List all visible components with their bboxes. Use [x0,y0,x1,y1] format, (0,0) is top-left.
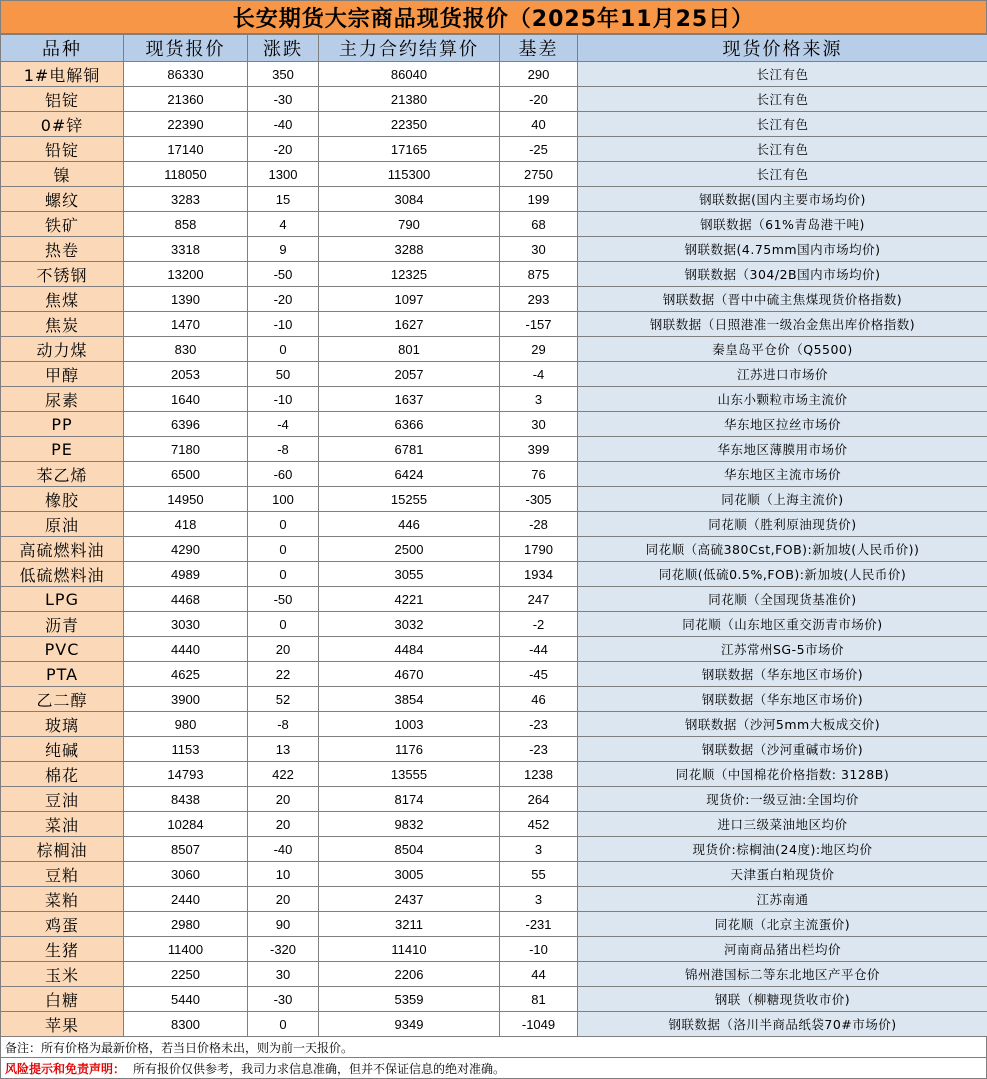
cell-source: 现货价:一级豆油:全国均价 [578,787,987,812]
cell-change: 10 [248,862,319,887]
table-row [1,587,987,612]
cell-source: 钢联数据(国内主要市场均价) [578,187,987,212]
cell-settlement: 2500 [319,537,500,562]
cell-spot-price: 7180 [124,437,248,462]
cell-variety: 豆粕 [1,862,124,887]
cell-change: 100 [248,487,319,512]
cell-variety: PVC [1,637,124,662]
cell-change: -40 [248,837,319,862]
table-row [1,787,987,812]
cell-source: 山东小颗粒市场主流价 [578,387,987,412]
cell-change: 0 [248,512,319,537]
cell-change: 20 [248,887,319,912]
cell-variety: 乙二醇 [1,687,124,712]
cell-source: 钢联数据（61%青岛港干吨) [578,212,987,237]
cell-change: 9 [248,237,319,262]
cell-basis: -28 [500,512,578,537]
cell-variety: 焦炭 [1,312,124,337]
cell-basis: 452 [500,812,578,837]
table-row [1,912,987,937]
cell-variety: 热卷 [1,237,124,262]
cell-variety: 纯碱 [1,737,124,762]
cell-basis: -20 [500,87,578,112]
cell-change: 422 [248,762,319,787]
cell-source: 长江有色 [578,87,987,112]
table-row [1,237,987,262]
cell-change: 20 [248,812,319,837]
table-row [1,862,987,887]
cell-basis: 3 [500,887,578,912]
cell-variety: 尿素 [1,387,124,412]
cell-spot-price: 6500 [124,462,248,487]
table-row [1,362,987,387]
table-row [1,262,987,287]
cell-spot-price: 8300 [124,1012,248,1037]
table-row [1,512,987,537]
cell-basis: -231 [500,912,578,937]
cell-spot-price: 418 [124,512,248,537]
cell-change: 50 [248,362,319,387]
cell-source: 长江有色 [578,137,987,162]
cell-change: 52 [248,687,319,712]
cell-spot-price: 22390 [124,112,248,137]
cell-variety: 玉米 [1,962,124,987]
cell-change: 1300 [248,162,319,187]
cell-change: -8 [248,437,319,462]
cell-settlement: 3055 [319,562,500,587]
cell-variety: PE [1,437,124,462]
cell-source: 江苏南通 [578,887,987,912]
cell-variety: 棕榈油 [1,837,124,862]
cell-change: 90 [248,912,319,937]
table-row [1,662,987,687]
table-row [1,812,987,837]
cell-change: 20 [248,787,319,812]
cell-basis: 875 [500,262,578,287]
cell-change: 13 [248,737,319,762]
cell-settlement: 446 [319,512,500,537]
cell-variety: 沥青 [1,612,124,637]
cell-settlement: 2206 [319,962,500,987]
cell-source: 锦州港国标二等东北地区产平仓价 [578,962,987,987]
cell-spot-price: 3030 [124,612,248,637]
cell-source: 江苏进口市场价 [578,362,987,387]
cell-basis: 1238 [500,762,578,787]
cell-variety: 生猪 [1,937,124,962]
cell-source: 秦皇岛平仓价（Q5500) [578,337,987,362]
cell-source: 天津蛋白粕现货价 [578,862,987,887]
cell-change: -60 [248,462,319,487]
cell-source: 长江有色 [578,112,987,137]
cell-settlement: 801 [319,337,500,362]
risk-text: 所有报价仅供参考，我司力求信息准确，但并不保证信息的绝对准确。 [133,1060,505,1077]
cell-spot-price: 5440 [124,987,248,1012]
table-row [1,887,987,912]
table-row [1,562,987,587]
cell-variety: 甲醇 [1,362,124,387]
cell-basis: 29 [500,337,578,362]
cell-change: -30 [248,987,319,1012]
footer-note-text: 备注：所有价格为最新价格，若当日价格未出，则为前一天报价。 [5,1039,353,1056]
table-body [1,62,987,1037]
cell-basis: 68 [500,212,578,237]
cell-spot-price: 14950 [124,487,248,512]
cell-variety: 玻璃 [1,712,124,737]
cell-settlement: 13555 [319,762,500,787]
cell-variety: 0#锌 [1,112,124,137]
table-row [1,737,987,762]
cell-settlement: 1003 [319,712,500,737]
cell-source: 钢联数据（华东地区市场价) [578,687,987,712]
cell-change: -4 [248,412,319,437]
cell-settlement: 3032 [319,612,500,637]
cell-settlement: 4221 [319,587,500,612]
cell-basis: -44 [500,637,578,662]
table-row [1,187,987,212]
cell-source: 河南商品猪出栏均价 [578,937,987,962]
table-row [1,987,987,1012]
cell-spot-price: 1390 [124,287,248,312]
cell-settlement: 8174 [319,787,500,812]
cell-change: 30 [248,962,319,987]
table-row [1,637,987,662]
cell-spot-price: 2980 [124,912,248,937]
cell-spot-price: 2250 [124,962,248,987]
cell-settlement: 5359 [319,987,500,1012]
table-row [1,387,987,412]
cell-settlement: 115300 [319,162,500,187]
cell-variety: 鸡蛋 [1,912,124,937]
cell-basis: -23 [500,737,578,762]
cell-source: 华东地区薄膜用市场价 [578,437,987,462]
cell-basis: 1934 [500,562,578,587]
cell-spot-price: 1470 [124,312,248,337]
cell-variety: 焦煤 [1,287,124,312]
cell-source: 华东地区主流市场价 [578,462,987,487]
cell-spot-price: 2440 [124,887,248,912]
cell-basis: 76 [500,462,578,487]
sheet-title: 长安期货大宗商品现货报价（2025年11月25日） [0,0,987,34]
quote-table [0,34,987,1037]
cell-settlement: 1097 [319,287,500,312]
table-row [1,1012,987,1037]
cell-basis: 3 [500,837,578,862]
column-header-source: 现货价格来源 [578,35,987,62]
table-row [1,837,987,862]
cell-settlement: 86040 [319,62,500,87]
cell-source: 长江有色 [578,62,987,87]
cell-settlement: 3211 [319,912,500,937]
cell-spot-price: 980 [124,712,248,737]
cell-change: -10 [248,312,319,337]
cell-change: 0 [248,1012,319,1037]
cell-settlement: 9349 [319,1012,500,1037]
table-header-row [1,35,987,62]
cell-basis: -157 [500,312,578,337]
table-row [1,137,987,162]
cell-basis: -1049 [500,1012,578,1037]
cell-settlement: 790 [319,212,500,237]
cell-variety: 铅锭 [1,137,124,162]
cell-settlement: 8504 [319,837,500,862]
cell-spot-price: 3900 [124,687,248,712]
table-row [1,212,987,237]
cell-change: 0 [248,612,319,637]
cell-change: -8 [248,712,319,737]
cell-source: 同花顺（上海主流价) [578,487,987,512]
cell-source: 同花顺（中国棉花价格指数: 3128B) [578,762,987,787]
cell-change: 15 [248,187,319,212]
cell-source: 钢联数据（304/2B国内市场均价) [578,262,987,287]
cell-source: 华东地区拉丝市场价 [578,412,987,437]
cell-settlement: 12325 [319,262,500,287]
cell-variety: 苹果 [1,1012,124,1037]
cell-change: 0 [248,562,319,587]
cell-variety: 镍 [1,162,124,187]
cell-basis: -2 [500,612,578,637]
table-row [1,62,987,87]
cell-change: 4 [248,212,319,237]
cell-settlement: 4670 [319,662,500,687]
cell-variety: 1#电解铜 [1,62,124,87]
footer-note [0,1037,987,1058]
table-row [1,712,987,737]
cell-settlement: 1176 [319,737,500,762]
cell-basis: 30 [500,412,578,437]
cell-settlement: 1627 [319,312,500,337]
column-header-change: 涨跌 [248,35,319,62]
cell-source: 江苏常州SG-5市场价 [578,637,987,662]
cell-change: -20 [248,287,319,312]
column-header-basis: 基差 [500,35,578,62]
footer-disclaimer [0,1058,987,1079]
cell-basis: 81 [500,987,578,1012]
cell-spot-price: 118050 [124,162,248,187]
cell-source: 钢联数据（沙河重碱市场价) [578,737,987,762]
table-row [1,112,987,137]
cell-settlement: 6424 [319,462,500,487]
cell-settlement: 4484 [319,637,500,662]
cell-spot-price: 3283 [124,187,248,212]
cell-settlement: 2057 [319,362,500,387]
cell-source: 钢联数据（华东地区市场价) [578,662,987,687]
cell-spot-price: 2053 [124,362,248,387]
risk-label: 风险提示和免责声明： [5,1060,125,1077]
cell-variety: 铝锭 [1,87,124,112]
table-row [1,962,987,987]
table-row [1,612,987,637]
table-row [1,937,987,962]
cell-settlement: 6781 [319,437,500,462]
cell-source: 同花顺（高硫380Cst,FOB):新加坡(人民币价)) [578,537,987,562]
cell-spot-price: 4625 [124,662,248,687]
cell-settlement: 3854 [319,687,500,712]
column-header-settlement: 主力合约结算价 [319,35,500,62]
cell-spot-price: 21360 [124,87,248,112]
cell-basis: -10 [500,937,578,962]
cell-source: 钢联数据(4.75mm国内市场均价) [578,237,987,262]
cell-variety: 橡胶 [1,487,124,512]
cell-variety: 豆油 [1,787,124,812]
cell-change: 0 [248,537,319,562]
cell-spot-price: 1640 [124,387,248,412]
cell-variety: 原油 [1,512,124,537]
cell-source: 钢联数据（沙河5mm大板成交价) [578,712,987,737]
table-row [1,87,987,112]
cell-basis: 399 [500,437,578,462]
table-row [1,162,987,187]
cell-change: -10 [248,387,319,412]
cell-variety: 菜油 [1,812,124,837]
cell-basis: 40 [500,112,578,137]
cell-basis: -45 [500,662,578,687]
cell-basis: 2750 [500,162,578,187]
cell-source: 同花顺（北京主流蛋价) [578,912,987,937]
cell-basis: -23 [500,712,578,737]
cell-spot-price: 10284 [124,812,248,837]
cell-basis: 44 [500,962,578,987]
cell-change: -320 [248,937,319,962]
cell-spot-price: 8438 [124,787,248,812]
cell-change: -30 [248,87,319,112]
cell-variety: 高硫燃料油 [1,537,124,562]
cell-basis: -25 [500,137,578,162]
cell-settlement: 21380 [319,87,500,112]
cell-change: 0 [248,337,319,362]
table-row [1,762,987,787]
cell-spot-price: 8507 [124,837,248,862]
cell-variety: PP [1,412,124,437]
table-row [1,312,987,337]
cell-spot-price: 830 [124,337,248,362]
cell-change: 22 [248,662,319,687]
cell-source: 长江有色 [578,162,987,187]
cell-change: -20 [248,137,319,162]
cell-variety: 低硫燃料油 [1,562,124,587]
cell-settlement: 9832 [319,812,500,837]
table-row [1,287,987,312]
cell-spot-price: 4290 [124,537,248,562]
cell-source: 现货价:棕榈油(24度):地区均价 [578,837,987,862]
cell-change: 350 [248,62,319,87]
cell-basis: 46 [500,687,578,712]
cell-variety: 铁矿 [1,212,124,237]
table-row [1,437,987,462]
cell-spot-price: 4468 [124,587,248,612]
cell-variety: 不锈钢 [1,262,124,287]
cell-spot-price: 17140 [124,137,248,162]
column-header-variety: 品种 [1,35,124,62]
cell-basis: 55 [500,862,578,887]
cell-basis: -4 [500,362,578,387]
cell-source: 钢联数据（洛川半商品纸袋70#市场价) [578,1012,987,1037]
cell-settlement: 15255 [319,487,500,512]
cell-source: 钢联数据（日照港准一级冶金焦出库价格指数) [578,312,987,337]
cell-basis: 3 [500,387,578,412]
cell-settlement: 3084 [319,187,500,212]
cell-spot-price: 6396 [124,412,248,437]
table-row [1,537,987,562]
cell-variety: 白糖 [1,987,124,1012]
cell-settlement: 3005 [319,862,500,887]
cell-settlement: 3288 [319,237,500,262]
cell-source: 同花顺(低硫0.5%,FOB):新加坡(人民币价) [578,562,987,587]
table-row [1,487,987,512]
cell-spot-price: 11400 [124,937,248,962]
cell-spot-price: 1153 [124,737,248,762]
cell-variety: LPG [1,587,124,612]
cell-spot-price: 4989 [124,562,248,587]
cell-basis: 293 [500,287,578,312]
cell-settlement: 17165 [319,137,500,162]
cell-settlement: 22350 [319,112,500,137]
cell-source: 钢联（柳糖现货收市价) [578,987,987,1012]
cell-source: 同花顺（胜利原油现货价) [578,512,987,537]
table-row [1,337,987,362]
cell-variety: 棉花 [1,762,124,787]
cell-variety: 螺纹 [1,187,124,212]
cell-basis: 247 [500,587,578,612]
cell-basis: 199 [500,187,578,212]
cell-variety: 苯乙烯 [1,462,124,487]
cell-source: 进口三级菜油地区均价 [578,812,987,837]
cell-change: -50 [248,587,319,612]
cell-source: 同花顺（山东地区重交沥青市场价) [578,612,987,637]
cell-variety: PTA [1,662,124,687]
cell-variety: 动力煤 [1,337,124,362]
table-row [1,412,987,437]
table-row [1,687,987,712]
cell-basis: -305 [500,487,578,512]
cell-basis: 290 [500,62,578,87]
cell-change: -40 [248,112,319,137]
cell-variety: 菜粕 [1,887,124,912]
cell-settlement: 11410 [319,937,500,962]
cell-spot-price: 858 [124,212,248,237]
cell-settlement: 1637 [319,387,500,412]
column-header-spot-price: 现货报价 [124,35,248,62]
cell-source: 钢联数据（晋中中硫主焦煤现货价格指数) [578,287,987,312]
cell-change: -50 [248,262,319,287]
table-row [1,462,987,487]
cell-spot-price: 3060 [124,862,248,887]
cell-basis: 1790 [500,537,578,562]
cell-spot-price: 4440 [124,637,248,662]
cell-basis: 30 [500,237,578,262]
cell-basis: 264 [500,787,578,812]
cell-settlement: 6366 [319,412,500,437]
cell-settlement: 2437 [319,887,500,912]
cell-change: 20 [248,637,319,662]
cell-spot-price: 14793 [124,762,248,787]
cell-spot-price: 3318 [124,237,248,262]
cell-spot-price: 86330 [124,62,248,87]
cell-spot-price: 13200 [124,262,248,287]
cell-source: 同花顺（全国现货基准价) [578,587,987,612]
